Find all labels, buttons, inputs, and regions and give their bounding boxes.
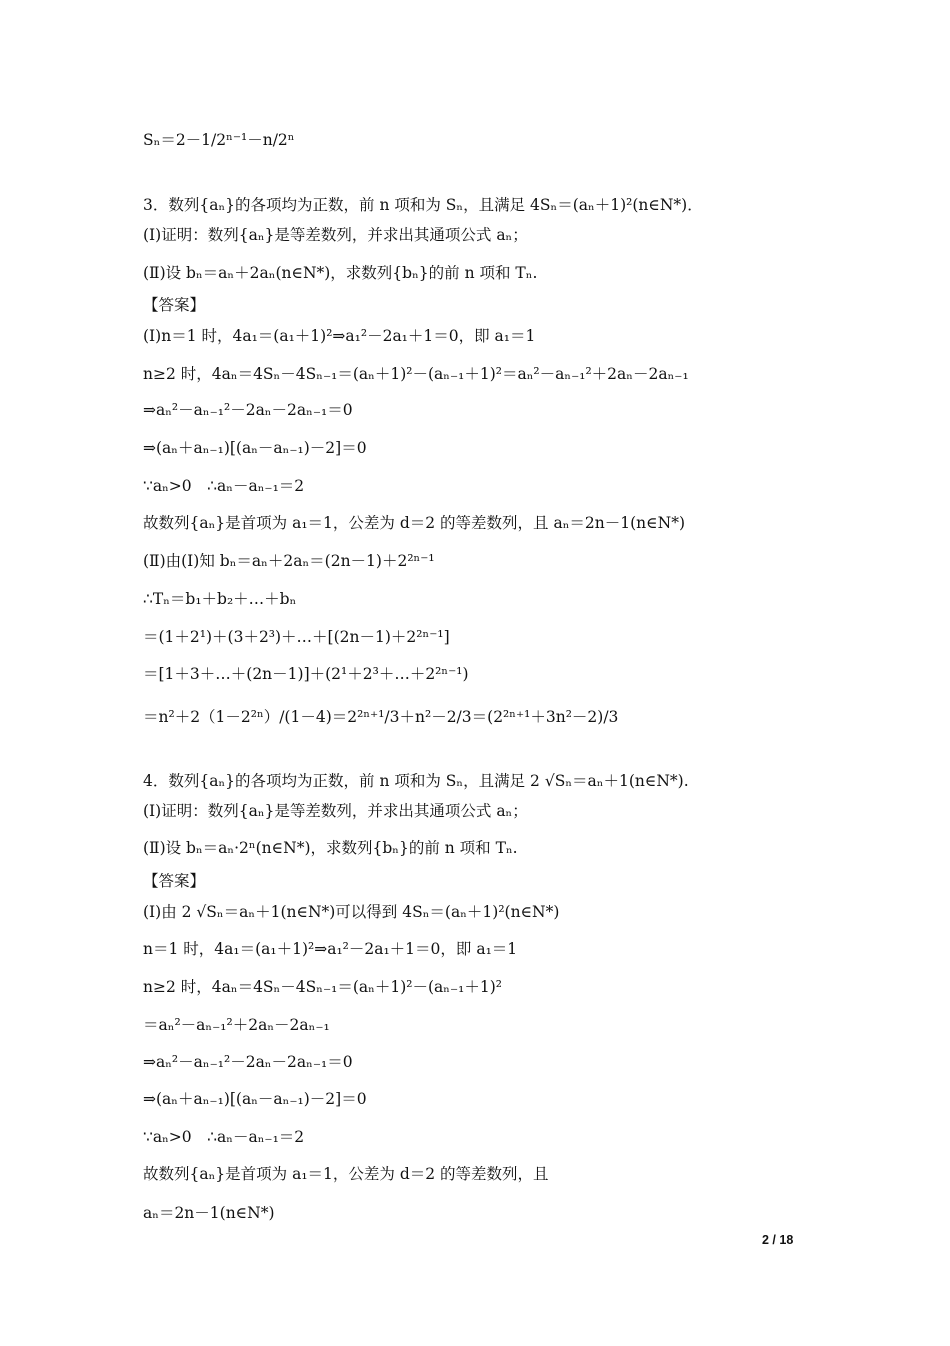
problem-4-part-1: (Ⅰ)证明：数列{aₙ}是等差数列，并求出其通项公式 aₙ； bbox=[143, 802, 528, 820]
problem-4-part-2: (Ⅱ)设 bₙ＝aₙ·2ⁿ(n∈N*)，求数列{bₙ}的前 n 项和 Tₙ. bbox=[143, 839, 518, 857]
problem-3-part-2: (Ⅱ)设 bₙ＝aₙ＋2aₙ(n∈N*)，求数列{bₙ}的前 n 项和 Tₙ. bbox=[143, 264, 538, 282]
solution-line: 故数列{aₙ}是首项为 a₁＝1，公差为 d＝2 的等差数列，且 bbox=[143, 1165, 549, 1183]
solution-line: ＝(1＋2¹)＋(3＋2³)＋…＋[(2n－1)＋2²ⁿ⁻¹] bbox=[143, 628, 450, 646]
solution-line: ∴Tₙ＝b₁＋b₂＋…＋bₙ bbox=[143, 590, 297, 608]
solution-line: aₙ＝2n－1(n∈N*) bbox=[143, 1204, 275, 1222]
problem-3-statement: 3．数列{aₙ}的各项均为正数，前 n 项和为 Sₙ，且满足 4Sₙ＝(aₙ＋1)²(n∈N*)． bbox=[143, 196, 703, 214]
answer-heading: 【答案】 bbox=[143, 872, 206, 890]
solution-line: ＝n²＋2（1－2²ⁿ）/(1－4)＝2²ⁿ⁺¹/3＋n²－2/3＝(2²ⁿ⁺¹＋3n²－2)/3 bbox=[143, 708, 619, 726]
solution-line: n≥2 时，4aₙ＝4Sₙ－4Sₙ₋₁＝(aₙ＋1)²－(aₙ₋₁＋1)²＝aₙ²－aₙ₋₁²＋2aₙ－2aₙ₋₁ bbox=[143, 365, 689, 383]
page-number: 2 / 18 bbox=[762, 1233, 794, 1247]
solution-line: ∵aₙ>0 ∴aₙ－aₙ₋₁＝2 bbox=[143, 477, 305, 495]
solution-line: ⇒(aₙ＋aₙ₋₁)[(aₙ－aₙ₋₁)－2]＝0 bbox=[143, 439, 367, 457]
solution-line: (Ⅰ)由 2 √Sₙ＝aₙ＋1(n∈N*)可以得到 4Sₙ＝(aₙ＋1)²(n∈N*) bbox=[143, 903, 560, 921]
formula-line: Sₙ＝2－1/2ⁿ⁻¹－n/2ⁿ bbox=[143, 131, 295, 149]
solution-line: n＝1 时，4a₁＝(a₁＋1)²⇒a₁²－2a₁＋1＝0，即 a₁＝1 bbox=[143, 940, 518, 958]
answer-heading: 【答案】 bbox=[143, 296, 206, 314]
solution-line: ⇒aₙ²－aₙ₋₁²－2aₙ－2aₙ₋₁＝0 bbox=[143, 401, 353, 419]
solution-line: ⇒aₙ²－aₙ₋₁²－2aₙ－2aₙ₋₁＝0 bbox=[143, 1053, 353, 1071]
solution-line: ⇒(aₙ＋aₙ₋₁)[(aₙ－aₙ₋₁)－2]＝0 bbox=[143, 1090, 367, 1108]
solution-line: n≥2 时，4aₙ＝4Sₙ－4Sₙ₋₁＝(aₙ＋1)²－(aₙ₋₁＋1)² bbox=[143, 978, 502, 996]
solution-line: (Ⅰ)n＝1 时，4a₁＝(a₁＋1)²⇒a₁²－2a₁＋1＝0，即 a₁＝1 bbox=[143, 327, 536, 345]
solution-line: ∵aₙ>0 ∴aₙ－aₙ₋₁＝2 bbox=[143, 1128, 305, 1146]
problem-4-statement: 4．数列{aₙ}的各项均为正数，前 n 项和为 Sₙ，且满足 2 √Sₙ＝aₙ＋1(n∈N*). bbox=[143, 772, 689, 790]
solution-line: (Ⅱ)由(Ⅰ)知 bₙ＝aₙ＋2aₙ＝(2n－1)＋2²ⁿ⁻¹ bbox=[143, 552, 435, 570]
solution-line: ＝aₙ²－aₙ₋₁²＋2aₙ－2aₙ₋₁ bbox=[143, 1016, 330, 1034]
solution-line: ＝[1＋3＋…＋(2n－1)]＋(2¹＋2³＋…＋2²ⁿ⁻¹) bbox=[143, 665, 469, 683]
solution-line: 故数列{aₙ}是首项为 a₁＝1，公差为 d＝2 的等差数列，且 aₙ＝2n－1(n∈N*) bbox=[143, 514, 685, 532]
problem-3-part-1: (Ⅰ)证明：数列{aₙ}是等差数列，并求出其通项公式 aₙ； bbox=[143, 226, 528, 244]
